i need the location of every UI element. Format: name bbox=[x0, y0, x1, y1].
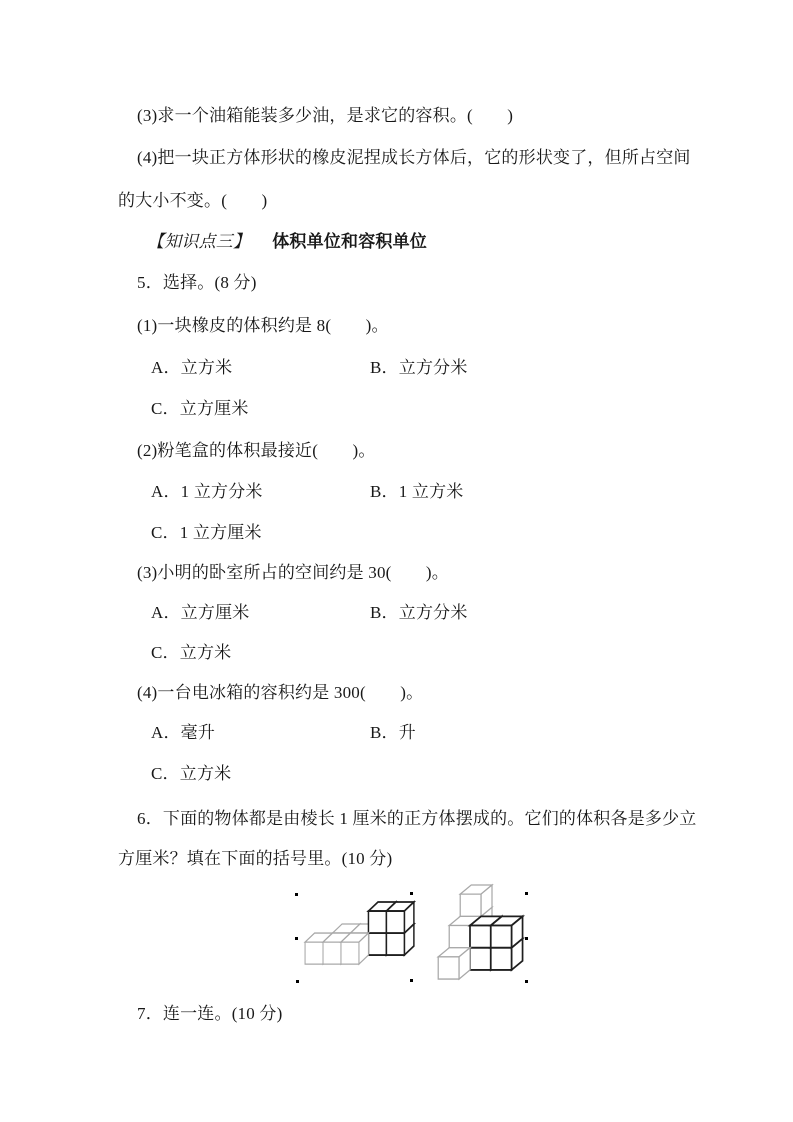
q5-1-option-b: B．立方分米 bbox=[370, 358, 468, 377]
selection-handle-bottom-middle[interactable] bbox=[410, 979, 413, 982]
q5-1-option-a: A．立方米 bbox=[151, 358, 233, 377]
selection-handle-middle-left[interactable] bbox=[295, 937, 298, 940]
knowledge-point-title: 体积单位和容积单位 bbox=[272, 232, 428, 251]
q5-4-option-a: A．毫升 bbox=[151, 723, 216, 742]
q5-4-option-c: C．立方米 bbox=[151, 764, 232, 783]
q5-2-option-c: C．1 立方厘米 bbox=[151, 523, 262, 542]
q5-3-option-b: B．立方分米 bbox=[370, 603, 468, 622]
q5-2-stem: (2)粉笔盒的体积最接近( )。 bbox=[137, 441, 376, 460]
selection-handle-middle-right[interactable] bbox=[525, 937, 528, 940]
q5-3-stem: (3)小明的卧室所占的空间约是 30( )。 bbox=[137, 563, 449, 582]
cube-figures-image[interactable] bbox=[296, 889, 527, 982]
judge-item-4-line1: (4)把一块正方体形状的橡皮泥捏成长方体后，它的形状变了，但所占空间 bbox=[137, 148, 691, 167]
q5-1-stem: (1)一块橡皮的体积约是 8( )。 bbox=[137, 316, 389, 335]
q5-3-option-a: A．立方厘米 bbox=[151, 603, 250, 622]
judge-item-4-line2: 的大小不变。( ) bbox=[118, 191, 268, 210]
cube-figure-right bbox=[437, 885, 525, 983]
q5-2-option-a: A．1 立方分米 bbox=[151, 482, 263, 501]
q5-1-option-c: C．立方厘米 bbox=[151, 399, 249, 418]
q5-heading: 5．选择。(8 分) bbox=[137, 273, 257, 292]
q7-heading: 7．连一连。(10 分) bbox=[137, 1004, 283, 1023]
knowledge-point-line bbox=[147, 231, 427, 252]
selection-handle-top-left[interactable] bbox=[295, 893, 298, 896]
selection-handle-top-right[interactable] bbox=[525, 892, 528, 895]
q5-2-option-b: B．1 立方米 bbox=[370, 482, 464, 501]
q6-text-line1: 6．下面的物体都是由棱长 1 厘米的正方体摆成的。它们的体积各是多少立 bbox=[137, 809, 697, 828]
q5-3-option-c: C．立方米 bbox=[151, 643, 232, 662]
selection-handle-top-middle[interactable] bbox=[410, 892, 413, 895]
q6-text-line2: 方厘米？填在下面的括号里。(10 分) bbox=[118, 849, 393, 868]
q5-4-stem: (4)一台电冰箱的容积约是 300( )。 bbox=[137, 683, 424, 702]
cube-figure-left bbox=[304, 902, 416, 968]
judge-item-3: (3)求一个油箱能装多少油，是求它的容积。( ) bbox=[137, 106, 514, 125]
selection-handle-bottom-left[interactable] bbox=[296, 980, 299, 983]
selection-handle-bottom-right[interactable] bbox=[525, 980, 528, 983]
q5-4-option-b: B．升 bbox=[370, 723, 416, 742]
knowledge-point-tag: 【知识点三】 bbox=[147, 232, 251, 251]
